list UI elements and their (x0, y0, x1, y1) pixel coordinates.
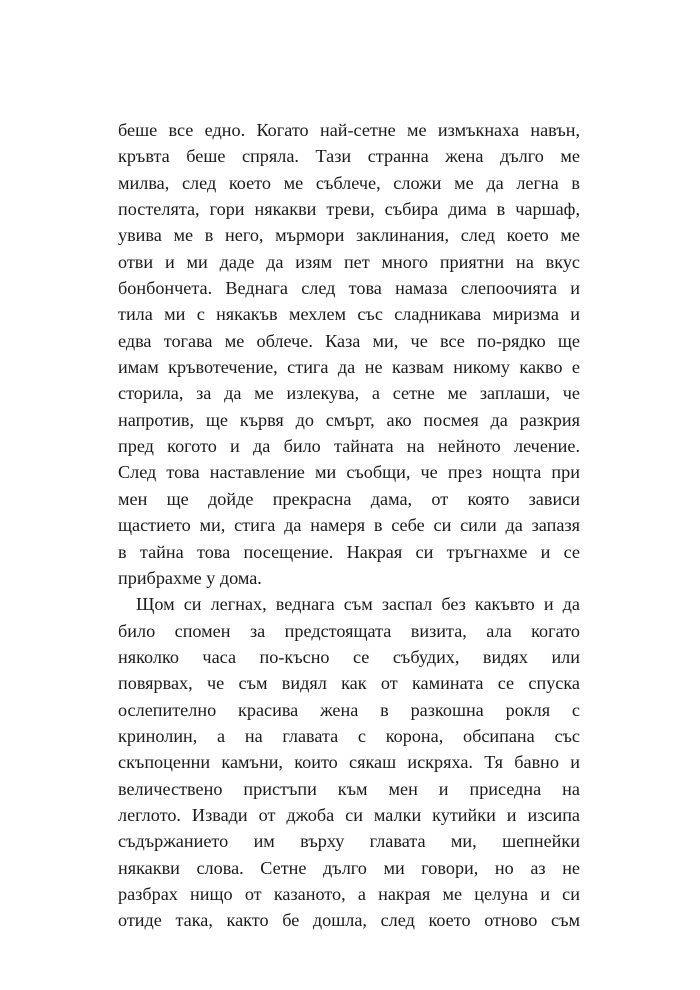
text-line: бонбончета. Веднага след това намаза слепоочията и (118, 278, 580, 299)
text-line: пред когото и да било тайната на нейното лечение. (118, 436, 580, 457)
text-line: разбрах нищо от казаното, а накрая ме целуна и си (118, 883, 580, 904)
text-line: отиде така, както бе дошла, след което отново съм (118, 910, 580, 931)
text-line: сторила, за да ме излекува, а сетне ме заплаши, че (118, 383, 580, 404)
text-line: някакви слова. Сетне дълго ми говори, но аз не (118, 857, 580, 878)
text-line: в тайна това посещение. Накрая си тръгнахме и се (118, 541, 580, 562)
text-line: милва, след което ме съблече, сложи ме да легна в (118, 172, 580, 193)
text-line: скъпоценни камъни, които сякаш искряха. Тя бавно и (118, 752, 580, 773)
text-line: отви и ми даде да изям пет много приятни на вкус (118, 251, 580, 272)
text-line: съдържанието им върху главата ми, шепнейки (118, 831, 580, 852)
text-line: повярвах, че съм видял как от камината се спуска (118, 673, 580, 694)
text-line: едва тогава ме облече. Каза ми, че все по-рядко ще (118, 330, 580, 351)
paragraph (118, 591, 580, 933)
page-body-text (118, 117, 580, 934)
text-line: кръвта беше спряла. Тази странна жена дълго ме (118, 146, 580, 167)
text-line: мен ще дойде прекрасна дама, от която зависи (118, 488, 580, 509)
text-line: тила ми с някакъв мехлем със сладникава миризма и (118, 304, 580, 325)
text-line: постелята, гори някакви треви, събира дима в чаршаф, (118, 199, 580, 220)
text-line: прибрахме у дома. (118, 567, 262, 588)
text-line: няколко часа по-късно се събудих, видях или (118, 646, 580, 667)
text-line: било спомен за предстоящата визита, ала когато (118, 620, 580, 641)
text-line: щастието ми, стига да намеря в себе си сили да запазя (118, 515, 580, 536)
paragraph (118, 117, 580, 591)
text-line: кринолин, а на главата с корона, обсипана със (118, 725, 580, 746)
text-line: беше все едно. Когато най-сетне ме измъкнаха навън, (118, 120, 580, 140)
text-line: величествено пристъпи към мен и приседна на (118, 778, 580, 799)
text-line: имам кръвотечение, стига да не казвам никому какво е (118, 357, 580, 378)
text-line: леглото. Извади от джоба си малки кутийки и изсипа (118, 804, 580, 825)
text-line: напротив, ще кървя до смърт, ако посмея да разкрия (118, 409, 580, 430)
text-line: увива ме в него, мърмори заклинания, след което ме (118, 225, 580, 246)
text-line: ослепително красива жена в разкошна рокля с (118, 699, 580, 720)
text-line: След това наставление ми съобщи, че през нощта при (118, 462, 580, 483)
text-line: Щом си легнах, веднага съм заспал без какъвто и да (136, 594, 580, 615)
